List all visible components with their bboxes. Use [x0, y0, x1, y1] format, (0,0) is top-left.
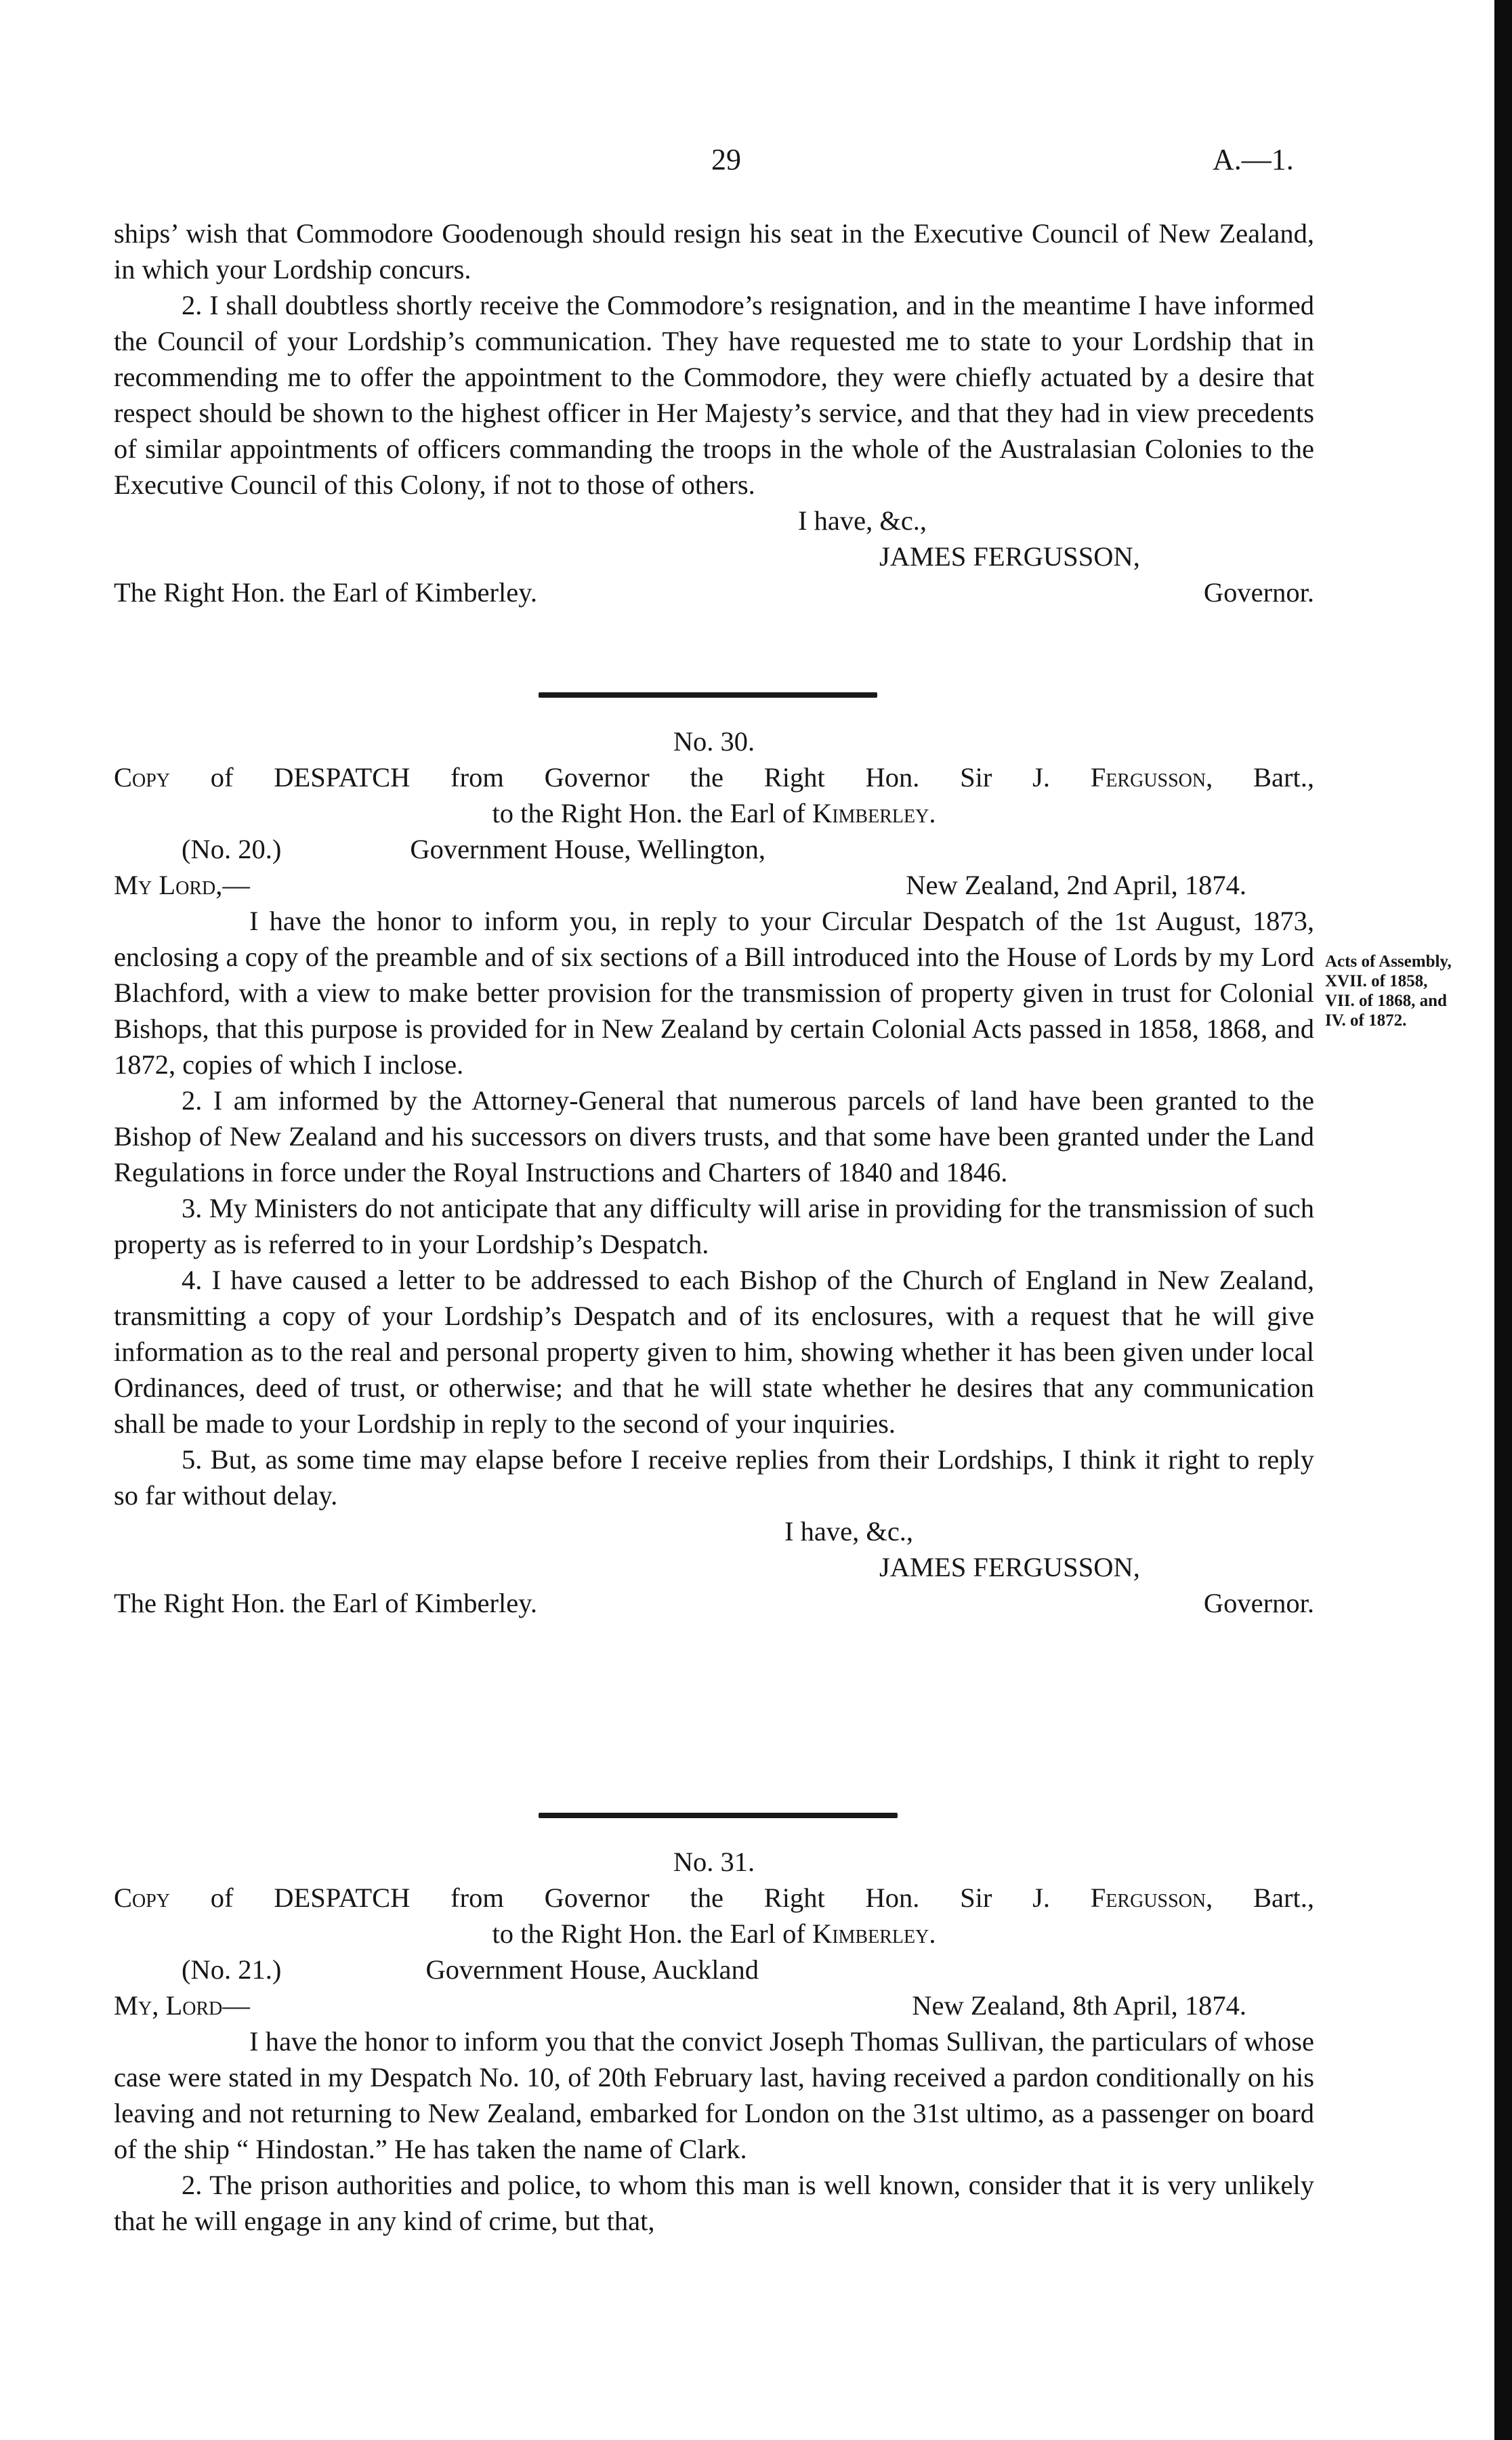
- intro-section: [114, 215, 1314, 610]
- heading-suffix: , Bart.,: [1206, 1882, 1314, 1913]
- despatch-30-heading-line-2: [114, 795, 1314, 831]
- governor-name: Fergusson: [1090, 762, 1206, 793]
- despatch-30-addressee-row: [114, 1585, 1314, 1621]
- margin-note-line-1: Acts of Assembly,: [1325, 952, 1452, 971]
- despatch-30-paragraph-5: 5. But, as some time may elapse before I receive replies from their Lordships, I think it right to reply so far without delay.: [114, 1444, 1314, 1511]
- intro-paragraph-1: ships’ wish that Commodore Goodenough should resign his seat in the Executive Council of New Zealand, in which your Lordship concurs.: [114, 218, 1314, 285]
- despatch-30-paragraph-1: I have the honor to inform you, in reply to your Circular Despatch of the 1st August, 1873, enclosing a copy of the preamble and of six sections of a Bill introduced into the House of Lords by my Lord Blachford, with a view to make better provision for the transmission of property given in trust for Colonial Bishops, that this purpose is provided for in New Zealand by certain Colonial Acts passed in 1858, 1868, and 1872, copies of which I inclose.: [114, 906, 1314, 1080]
- intro-addressee-row: [114, 574, 1314, 610]
- heading-text: to the Right Hon. the Earl of: [492, 1918, 805, 1949]
- heading-text: to the Right Hon. the Earl of: [492, 798, 805, 828]
- intro-addressee: The Right Hon. the Earl of Kimberley.: [114, 577, 537, 608]
- section-divider-2: [539, 1813, 898, 1818]
- heading-suffix: , Bart.,: [1206, 762, 1314, 793]
- margin-note-acts: [1325, 952, 1508, 1030]
- intro-paragraph-2: 2. I shall doubtless shortly receive the Commodore’s resignation, and in the meantime I have informed the Council of your Lordship’s communication. They have requested me to state to your Lordship that in recommending me to offer the appointment to the Commodore, they were chiefly actuated by a desire that respect should be shown to the highest officer in Her Majesty’s service, and that they had in view precedents of similar appointments of officers commanding the troops in the whole of the Australasian Colonies to the Executive Council of this Colony, if not to those of others.: [114, 290, 1314, 500]
- heading-text: of DESPATCH from Governor the Right Hon. Sir J.: [210, 762, 1051, 793]
- despatch-30-ref-row: [114, 831, 1314, 867]
- despatch-30-heading-line-1: [114, 759, 1314, 795]
- despatch-31-date: New Zealand, 8th April, 1874.: [912, 1990, 1246, 2021]
- earl-name: Kimberley: [812, 798, 929, 828]
- despatch-30-title: Governor.: [1203, 1588, 1314, 1618]
- heading-suffix: .: [929, 1918, 936, 1949]
- despatch-30-salutation: My Lord,—: [114, 870, 250, 900]
- despatch-30-addressee: The Right Hon. the Earl of Kimberley.: [114, 1588, 537, 1618]
- heading-text: of DESPATCH from Governor the Right Hon. Sir J.: [210, 1882, 1051, 1913]
- heading-suffix: .: [929, 798, 936, 828]
- despatch-31-number: No. 31.: [673, 1847, 755, 1877]
- copy-word: Copy: [114, 762, 171, 793]
- despatch-31-heading-line-1: [114, 1880, 1314, 1916]
- despatch-31-date-row: [114, 1987, 1314, 2023]
- despatch-31-paragraph-2: 2. The prison authorities and police, to whom this man is well known, consider that it is very unlikely that he will engage in any kind of crime, but that,: [114, 2170, 1314, 2236]
- copy-word: Copy: [114, 1882, 171, 1913]
- despatch-30-paragraph-4: 4. I have caused a letter to be addressed to each Bishop of the Church of England in New Zealand, transmitting a copy of your Lordship’s Despatch and of its enclosures, with a request that he will give information as to the real and personal property given to him, showing whether it has been given under local Ordinances, deed of trust, or otherwise; and that he will state whether he desires that any communication shall be made to your Lordship in reply to the second of your inquiries.: [114, 1265, 1314, 1439]
- despatch-31: [114, 1844, 1314, 2239]
- despatch-30-place: Government House, Wellington,: [410, 834, 765, 864]
- section-divider-1: [539, 692, 877, 698]
- governor-name: Fergusson: [1090, 1882, 1206, 1913]
- despatch-30-ref: (No. 20.): [182, 834, 282, 864]
- despatch-30-paragraph-3: 3. My Ministers do not anticipate that any difficulty will arise in providing for the transmission of such property as is referred to in your Lordship’s Despatch.: [114, 1193, 1314, 1259]
- page-number: 29: [711, 143, 741, 176]
- despatch-31-ref: (No. 21.): [182, 1954, 282, 1985]
- despatch-31-place: Government House, Auckland: [425, 1954, 759, 1985]
- despatch-30-closing: I have, &c.,: [784, 1516, 914, 1547]
- despatch-30-date-row: [114, 867, 1314, 903]
- margin-note-line-3: VII. of 1868, and: [1325, 992, 1447, 1010]
- despatch-31-heading-line-2: [114, 1916, 1314, 1952]
- intro-title: Governor.: [1203, 577, 1314, 608]
- despatch-30-date: New Zealand, 2nd April, 1874.: [906, 870, 1246, 900]
- intro-signature: JAMES FERGUSSON,: [879, 541, 1140, 572]
- page-edge-shadow: [1494, 0, 1512, 2440]
- despatch-31-paragraph-1: I have the honor to inform you that the convict Joseph Thomas Sullivan, the particulars of whose case were stated in my Despatch No. 10, of 20th February last, having received a pardon conditionally on his leaving and not returning to New Zealand, embarked for London on the 31st ultimo, as a passenger on board of the ship “ Hindostan.” He has taken the name of Clark.: [114, 2026, 1314, 2164]
- paper-reference: A.—1.: [1213, 143, 1294, 176]
- despatch-31-salutation: My, Lord—: [114, 1990, 250, 2021]
- despatch-30-number: No. 30.: [673, 726, 755, 757]
- earl-name: Kimberley: [812, 1918, 929, 1949]
- margin-note-line-2: XVII. of 1858,: [1325, 972, 1428, 990]
- margin-note-line-4: IV. of 1872.: [1325, 1011, 1407, 1030]
- despatch-30-paragraph-2: 2. I am informed by the Attorney-General that numerous parcels of land have been granted to the Bishop of New Zealand and his successors on divers trusts, and that some have been granted under the Land Regulations in force under the Royal Instructions and Charters of 1840 and 1846.: [114, 1085, 1314, 1187]
- intro-closing: I have, &c.,: [798, 505, 927, 536]
- despatch-30-signature: JAMES FERGUSSON,: [879, 1552, 1140, 1582]
- despatch-31-ref-row: [114, 1952, 1314, 1987]
- despatch-30: [114, 723, 1314, 1621]
